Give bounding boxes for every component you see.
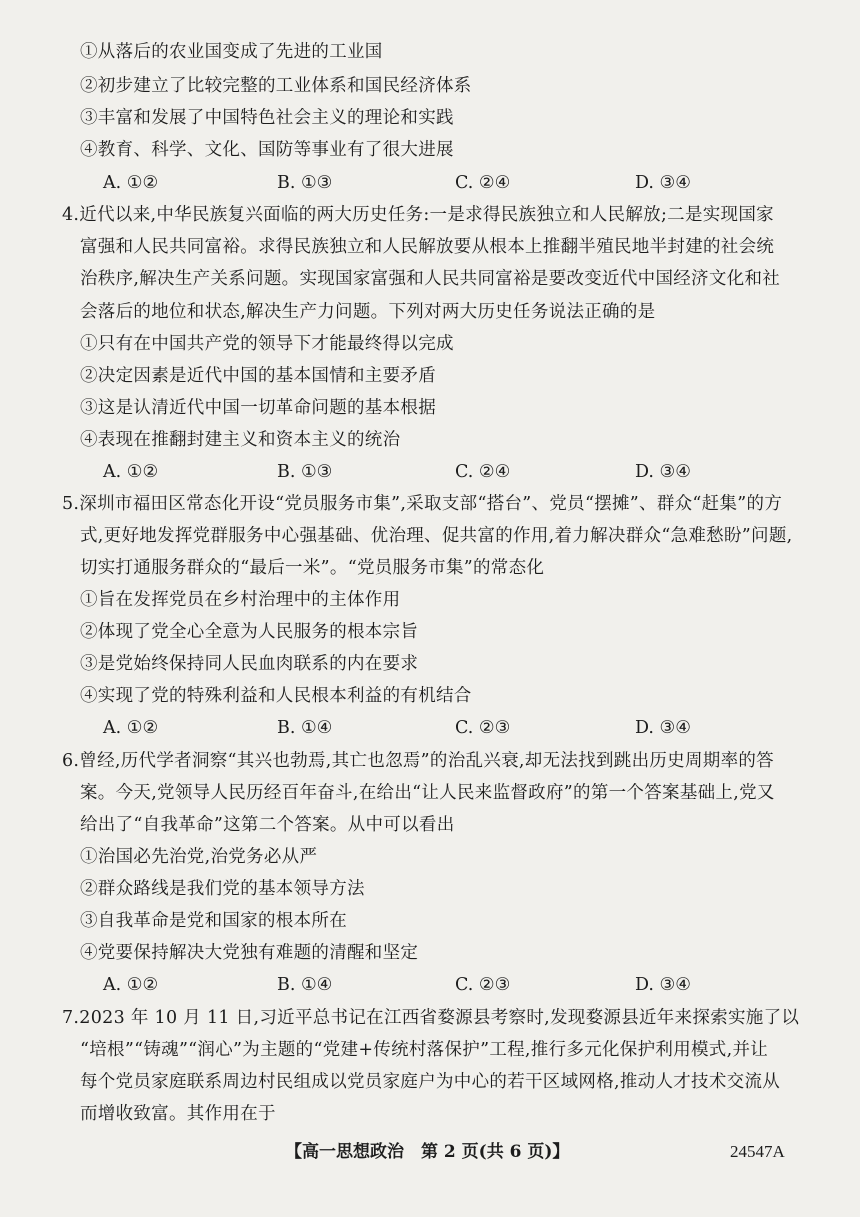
q5-statement-2: ②体现了党全心全意为人民服务的根本宗旨 — [80, 622, 419, 642]
q6-statement-2: ②群众路线是我们党的基本领导方法 — [80, 879, 365, 899]
q6-option-b: B. ①④ — [277, 975, 333, 995]
q3-statement-2: ②初步建立了比较完整的工业体系和国民经济体系 — [80, 76, 472, 96]
q4-stem-line-1: 4.近代以来,中华民族复兴面临的两大历史任务:一是求得民族独立和人民解放;二是实现国家 — [62, 205, 774, 225]
q6-option-d: D. ③④ — [635, 975, 691, 995]
paper-code: 24547A — [730, 1142, 785, 1161]
q4-option-c: C. ②④ — [455, 462, 511, 482]
q6-stem-line-3: 给出了“自我革命”这第二个答案。从中可以看出 — [80, 815, 455, 835]
q4-option-b: B. ①③ — [277, 462, 333, 482]
q5-option-c: C. ②③ — [455, 718, 511, 738]
page-footer: 【高一思想政治 第 2 页(共 6 页)】 — [285, 1142, 570, 1162]
q6-statement-1: ①治国必先治党,治党务必从严 — [80, 847, 318, 867]
q4-stem-line-2: 富强和人民共同富裕。求得民族独立和人民解放要从根本上推翻半殖民地半封建的社会统 — [80, 237, 775, 257]
q6-statement-3: ③自我革命是党和国家的根本所在 — [80, 911, 347, 931]
q6-option-c: C. ②③ — [455, 975, 511, 995]
q6-stem-line-2: 案。今天,党领导人民历经百年奋斗,在给出“让人民来监督政府”的第一个答案基础上,党又 — [80, 783, 775, 803]
q3-option-b: B. ①③ — [277, 173, 333, 193]
q5-statement-1: ①旨在发挥党员在乡村治理中的主体作用 — [80, 590, 401, 610]
q5-stem-line-2: 式,更好地发挥党群服务中心强基础、优治理、促共富的作用,着力解决群众“急难愁盼”问题, — [80, 526, 793, 546]
q6-stem-line-1: 6.曾经,历代学者洞察“其兴也勃焉,其亡也忽焉”的治乱兴衰,却无法找到跳出历史周期率的答 — [62, 751, 774, 771]
q4-statement-3: ③这是认清近代中国一切革命问题的基本根据 — [80, 398, 436, 418]
q5-stem-line-3: 切实打通服务群众的“最后一米”。“党员服务市集”的常态化 — [80, 558, 545, 578]
q5-stem-line-1: 5.深圳市福田区常态化开设“党员服务市集”,采取支部“搭台”、党员“摆摊”、群众“赶集”的方 — [62, 494, 783, 514]
q3-option-c: C. ②④ — [455, 173, 511, 193]
q6-options — [0, 973, 860, 997]
q5-options — [0, 716, 860, 740]
q3-statement-4: ④教育、科学、文化、国防等事业有了很大进展 — [80, 140, 454, 160]
q3-option-a: A. ①② — [103, 173, 159, 193]
q5-option-d: D. ③④ — [635, 718, 691, 738]
q7-stem-line-2: “培根”“铸魂”“润心”为主题的“党建+传统村落保护”工程,推行多元化保护利用模式,并让 — [80, 1040, 769, 1060]
q7-stem-line-3: 每个党员家庭联系周边村民组成以党员家庭户为中心的若干区域网格,推动人才技术交流从 — [80, 1072, 781, 1092]
q5-option-b: B. ①④ — [277, 718, 333, 738]
q3-option-d: D. ③④ — [635, 173, 691, 193]
q3-statement-3: ③丰富和发展了中国特色社会主义的理论和实践 — [80, 108, 454, 128]
q7-stem-line-1: 7.2023 年 10 月 11 日,习近平总书记在江西省婺源县考察时,发现婺源县近年来探索实施了以 — [62, 1008, 800, 1028]
q6-option-a: A. ①② — [103, 975, 159, 995]
q4-option-d: D. ③④ — [635, 462, 691, 482]
q4-stem-line-3: 治秩序,解决生产关系问题。实现国家富强和人民共同富裕是要改变近代中国经济文化和社 — [80, 269, 781, 289]
q4-statement-2: ②决定因素是近代中国的基本国情和主要矛盾 — [80, 366, 436, 386]
q5-statement-4: ④实现了党的特殊利益和人民根本利益的有机结合 — [80, 686, 472, 706]
q6-statement-4: ④党要保持解决大党独有难题的清醒和坚定 — [80, 943, 419, 963]
q5-statement-3: ③是党始终保持同人民血肉联系的内在要求 — [80, 654, 419, 674]
q7-stem-line-4: 而增收致富。其作用在于 — [80, 1104, 276, 1124]
q4-option-a: A. ①② — [103, 462, 159, 482]
q4-options — [0, 460, 860, 484]
q5-option-a: A. ①② — [103, 718, 159, 738]
q4-stem-line-4: 会落后的地位和状态,解决生产力问题。下列对两大历史任务说法正确的是 — [80, 302, 656, 322]
q4-statement-4: ④表现在推翻封建主义和资本主义的统治 — [80, 430, 401, 450]
q3-options — [0, 171, 860, 195]
q4-statement-1: ①只有在中国共产党的领导下才能最终得以完成 — [80, 334, 454, 354]
q3-statement-1: ①从落后的农业国变成了先进的工业国 — [80, 42, 383, 62]
